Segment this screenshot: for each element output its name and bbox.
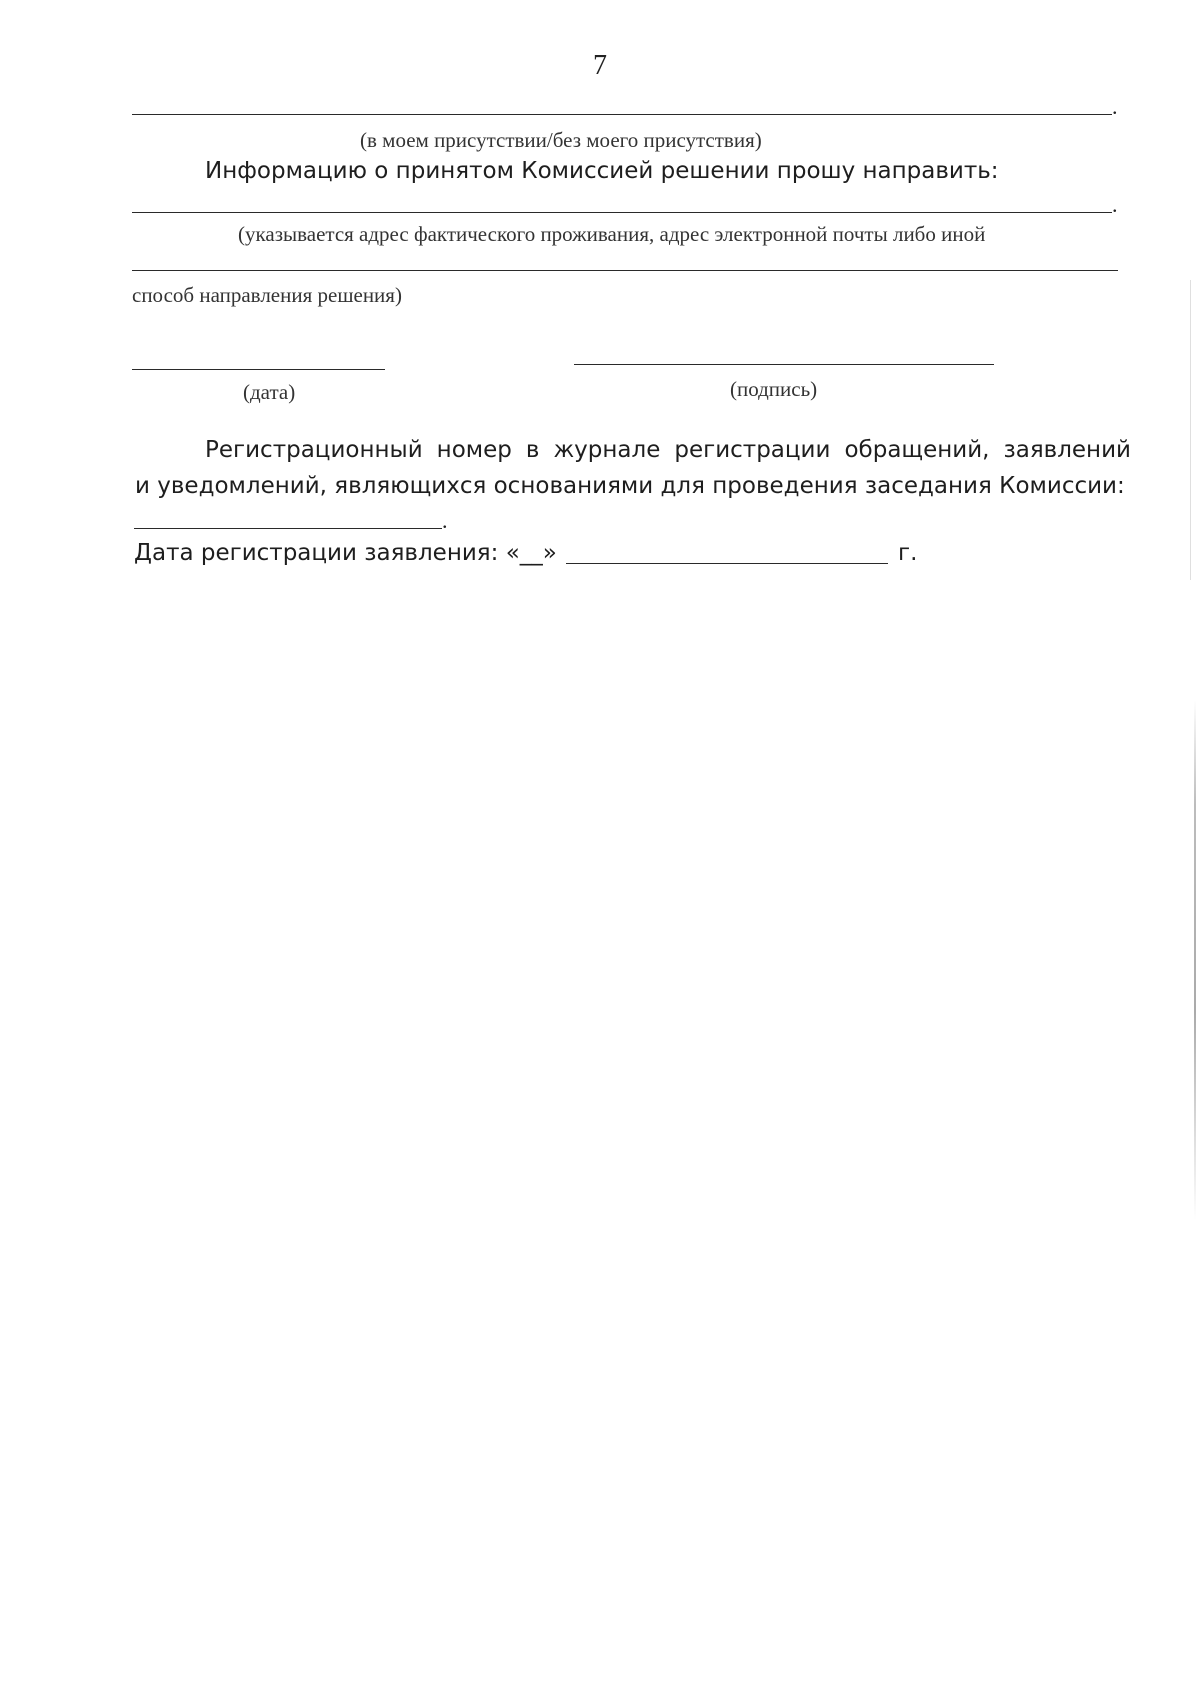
scan-edge-artifact (1194, 700, 1196, 1220)
blank-line-address-2 (132, 270, 1118, 271)
date-caption: (дата) (243, 380, 296, 404)
registration-number-line (134, 528, 442, 529)
registration-date-label: Дата регистрации заявления: «__» (134, 540, 557, 566)
signature-line (574, 364, 994, 365)
registration-line2: и уведомлений, являющихся основаниями для проведения заседания Комиссии: (135, 473, 1125, 499)
presence-caption: (в моем присутствии/без моего присутствия) (360, 128, 762, 152)
registration-date-line (566, 563, 888, 564)
registration-paragraph (135, 432, 1131, 504)
info-request-text: Информацию о принятом Комиссией решении прошу направить: (205, 158, 999, 184)
year-suffix: г. (898, 540, 918, 566)
address-caption-line1: (указывается адрес фактического проживания, адрес электронной почты либо иной (238, 222, 986, 246)
address-caption-line2: способ направления решения) (132, 283, 402, 307)
blank-line-address (132, 212, 1112, 213)
date-line (132, 369, 385, 370)
blank-line-presence (132, 114, 1112, 115)
line-period: . (1112, 192, 1118, 217)
line-period: . (442, 508, 448, 533)
registration-line1: Регистрационный номер в журнале регистрации обращений, заявлений (205, 437, 1131, 463)
page-number: 7 (593, 50, 607, 81)
scan-edge-artifact (1190, 280, 1191, 580)
signature-caption: (подпись) (730, 377, 818, 401)
line-period: . (1112, 94, 1118, 119)
